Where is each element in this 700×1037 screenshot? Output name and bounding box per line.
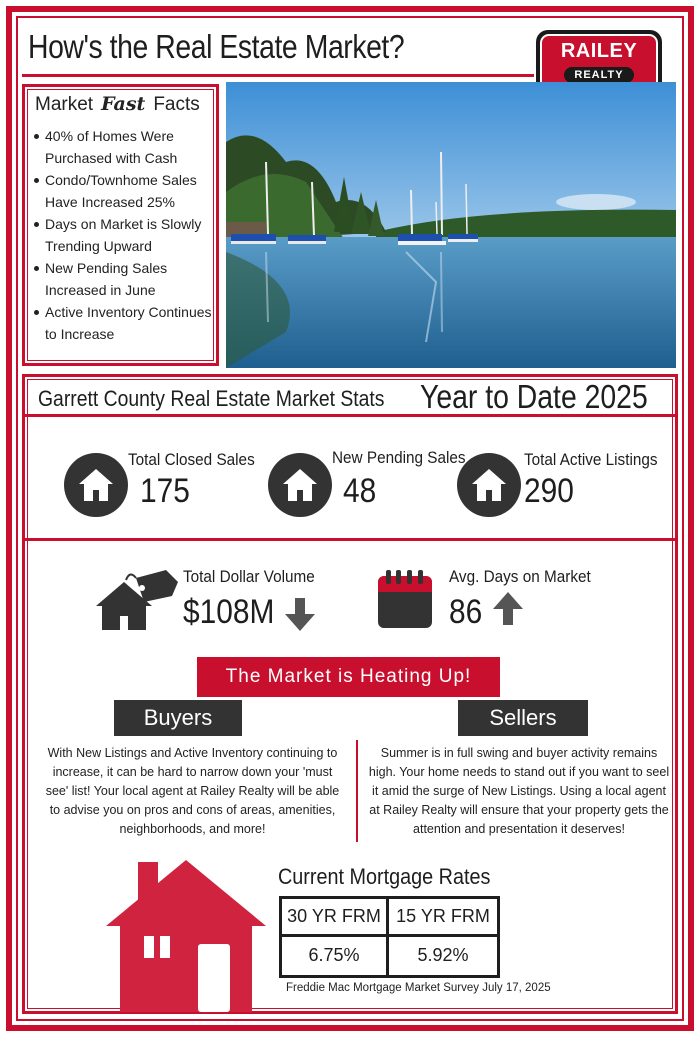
- fact-item: New Pending Sales Increased in June: [33, 257, 213, 301]
- house-icon: [457, 453, 521, 517]
- house-tag-icon: [96, 568, 180, 632]
- house-icon: [268, 453, 332, 517]
- rate-header-30yr: 30 YR FRM: [287, 906, 381, 926]
- days-on-market-label: Avg. Days on Market: [449, 567, 591, 586]
- closed-sales-value: 175: [140, 472, 190, 510]
- logo-name: RAILEY: [560, 40, 638, 62]
- dollar-volume-value: $108M: [183, 593, 275, 631]
- red-house-icon: [106, 860, 266, 1012]
- closed-sales-label: Total Closed Sales: [128, 450, 255, 469]
- stats-title: Garrett County Real Estate Market Stats: [38, 386, 385, 411]
- rate-value-30yr: 6.75%: [308, 945, 360, 965]
- mortgage-title: Current Mortgage Rates: [278, 864, 491, 889]
- active-listings-value: 290: [524, 472, 574, 510]
- fact-item: Days on Market is Slowly Trending Upward: [33, 213, 213, 257]
- fact-item: Active Inventory Continues to Increase: [33, 301, 213, 345]
- fact-item: 40% of Homes Were Purchased with Cash: [33, 125, 213, 169]
- stats-period: Year to Date 2025: [420, 378, 648, 415]
- page-title: How's the Real Estate Market?: [28, 28, 405, 65]
- sellers-heading: Sellers: [458, 700, 588, 736]
- rate-value-15yr: 5.92%: [417, 945, 469, 965]
- pending-sales-label: New Pending Sales: [332, 448, 466, 467]
- mortgage-source: Freddie Mac Mortgage Market Survey July 17, 2025: [286, 982, 551, 994]
- stats-divider-2: [24, 538, 676, 541]
- house-icon: [64, 453, 128, 517]
- pending-sales-value: 48: [343, 472, 377, 510]
- fast-facts-box: [22, 84, 219, 366]
- dollar-volume-label: Total Dollar Volume: [183, 567, 315, 586]
- arrow-down-icon: [284, 598, 316, 632]
- market-divider: [356, 740, 358, 842]
- table-divider-horizontal: [282, 934, 497, 937]
- sellers-text: Summer is in full swing and buyer activity remains high. Your home needs to stand out if you want to seel it amid the surge of New Listings. Using a local agent at Railey Realty will ensure that your property gets the attention and presentation it deserves!: [368, 746, 670, 836]
- title-divider: [22, 74, 534, 77]
- active-listings-label: Total Active Listings: [524, 450, 658, 469]
- market-banner: The Market is Heating Up!: [197, 657, 500, 697]
- fast-facts-list: [33, 125, 213, 345]
- fast-facts-title: Market Fast Facts: [35, 93, 200, 115]
- arrow-up-icon: [492, 592, 524, 626]
- rate-header-15yr: 15 YR FRM: [396, 906, 490, 926]
- buyers-text: With New Listings and Active Inventory continuing to increase, it can be hard to narrow down your 'must see' list! Your local agent at Railey Realty will be able to advise you on pros and cons of areas, amenities, neighborhoods, and more!: [45, 746, 340, 836]
- fact-item: Condo/Townhome Sales Have Increased 25%: [33, 169, 213, 213]
- logo-sub: REALTY: [564, 67, 634, 83]
- calendar-icon: [378, 570, 432, 628]
- buyers-heading: Buyers: [114, 700, 242, 736]
- days-on-market-value: 86: [449, 593, 483, 631]
- lake-sailboats-photo: [226, 82, 676, 368]
